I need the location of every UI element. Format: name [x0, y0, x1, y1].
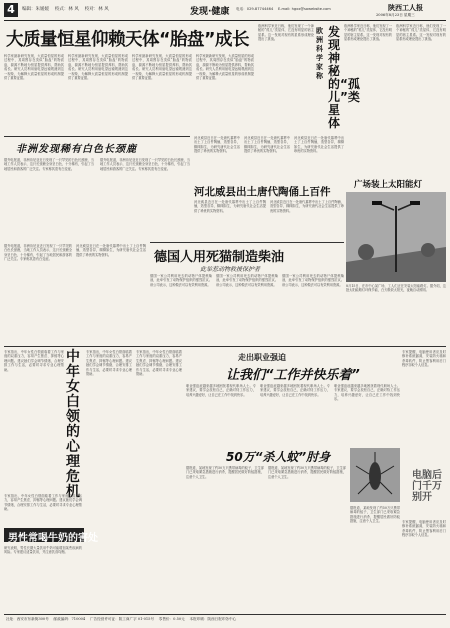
article-lead	[4, 24, 254, 134]
body-col-1: 据外电报道，非洲肯尼亚近日发现了一只罕见的白色长颈鹿，当地工作人员表示，这只长颈鹿全身呈白色，十分稀有，引起了当地居民和游客的广泛关注。专家称其患有白变症。	[4, 244, 72, 262]
body-col-1: 据报道，某地发现了约50万只携带病毒的蚊子，卫生部门已采取紧急措施进行消杀，提醒居民做好防蚊措施，注意个人卫生。	[186, 466, 264, 479]
body-col-1: 德国一家公司利用死去的动物尸体提炼柴油，此举引发了动物保护组织的强烈抗议。该公司表示，这种做法可以有效利用资源。	[150, 274, 212, 287]
body-col-3: 欧洲科学家近日称，他们发现了一个神秘的“孤儿”类星体，它没有明显的宿主星系。这一发现对现有的星系形成理论提出了挑战。	[396, 24, 446, 42]
body-col-1: 据外电报道，非洲肯尼亚近日发现了一只罕见的白色长颈鹿，当地工作人员表示，这只长颈鹿全身呈白色，十分稀有，引起了当地居民和游客的广泛关注。专家称其患有白变症。	[4, 158, 94, 171]
article-relic	[194, 136, 344, 240]
body-col-4: 河北威县近日在一处唐代墓葬中出土了上百件陶俑，造型各异，栩栩如生，为研究唐代社会生活提供了珍贵的实物资料。	[194, 200, 266, 213]
body-col-2: 职业强迫症越来越多地困扰着现代职场人士。专家建议，要学会放松自己，正确对待工作压力，培养兴趣爱好，让自己在工作中找到快乐。	[260, 384, 330, 397]
headline: 非洲发现稀有白色长颈鹿	[16, 144, 137, 155]
mosquito-icon	[350, 448, 400, 502]
caption: 8月15日，在市中心某广场，工人们正在安装太阳能路灯。据介绍，这批太阳能路灯环保节能，白天吸收太阳光，夜晚自动照明。	[346, 284, 446, 293]
section-divider	[4, 346, 446, 347]
article-bird	[4, 136, 190, 240]
body-col-3: 据报道，某地发现了约50万只携带病毒的蚊子，卫生部门已采取紧急措施进行消杀，提醒居民做好防蚊措施，注意个人卫生。	[350, 506, 400, 524]
body-col-2: 专家指出，中年女性白领面临着工作与家庭的双重压力，容易产生焦虑、抑郁等心理问题。建议她们学会调节情绪，合理安排工作与生活，必要时寻求专业心理帮助。	[86, 350, 132, 377]
body-col-2: 专家提醒，电脑使用者应及时修补系统漏洞，安装防火墙和杀毒软件，防止黑客利用后门程序窃取个人信息。	[402, 520, 446, 538]
body-col-1: 专家提醒，电脑使用者应及时修补系统漏洞，安装防火墙和杀毒软件，防止黑客利用后门程序窃取个人信息。	[402, 350, 446, 368]
issue-date: 2006年8月23日 星期三	[376, 13, 415, 17]
column-tag: 欧洲科学家称	[316, 26, 323, 80]
body-col-1: 科学家最新研究发现，大质量恒星的形成过程中，其周围存在类似“胎盘”的物质盘，源源不断地为恒星提供养料，帮助其成长。研究人员利用射电望远镜观测到这一现象，为解释大质量恒星的形成机制提供了重要证据。	[4, 54, 64, 81]
article-mosquito	[186, 448, 400, 582]
article-phone	[402, 350, 446, 582]
filler-left	[4, 242, 146, 342]
divider	[150, 242, 344, 243]
body-col-1: 河北威县近日在一处唐代墓葬中出土了上百件陶俑，造型各异，栩栩如生，为研究唐代社会生活提供了珍贵的实物资料。	[194, 136, 240, 154]
divider	[4, 136, 190, 137]
headline: 德国人用死猫制造柴油	[154, 250, 285, 265]
headline: 让我们“工作并快乐着”	[226, 368, 360, 383]
body-col-2: 河北威县近日在一处唐代墓葬中出土了上百件陶俑，造型各异，栩栩如生，为研究唐代社会生活提供了珍贵的实物资料。	[76, 244, 146, 257]
body-col-1: 欧洲科学家近日称，他们发现了一个神秘的“孤儿”类星体，它没有明显的宿主星系。这一发现对现有的星系形成理论提出了挑战。	[258, 24, 314, 42]
body-col-4: 专家指出，中年女性白领面临着工作与家庭的双重压力，容易产生焦虑、抑郁等心理问题。建议她们学会调节情绪，合理安排工作与生活，必要时寻求专业心理帮助。	[4, 494, 82, 512]
footer-rule	[4, 614, 446, 615]
kicker: 走出职业强迫	[238, 352, 286, 362]
body-col-5: 河北威县近日在一处唐代墓葬中出土了上百件陶俑，造型各异，栩栩如生，为研究唐代社会生活提供了珍贵的实物资料。	[270, 200, 344, 213]
body-col-2: 据报道，某地发现了约50万只携带病毒的蚊子，卫生部门已采取紧急措施进行消杀，提醒居民做好防蚊措施，注意个人卫生。	[268, 466, 346, 479]
body-col-2: 欧洲科学家近日称，他们发现了一个神秘的“孤儿”类星体，它没有明显的宿主星系。这一发现对现有的星系形成理论提出了挑战。	[344, 24, 392, 42]
article-career	[186, 350, 400, 446]
headline: 河北威县出土唐代陶俑上百件	[194, 186, 331, 198]
headline: 大质量恒星仰赖天体“胎盘”成长	[6, 30, 250, 50]
body-col-3: 专家指出，中年女性白领面临着工作与家庭的双重压力，容易产生焦虑、抑郁等心理问题。建议她们学会调节情绪，合理安排工作与生活，必要时寻求专业心理帮助。	[136, 350, 182, 377]
masthead	[4, 3, 446, 21]
body-col-1: 专家指出，中年女性白领面临着工作与家庭的双重压力，容易产生焦虑、抑郁等心理问题。建议她们学会调节情绪，合理安排工作与生活，必要时寻求专业心理帮助。	[4, 350, 64, 372]
subheadline: 此举惹动物救援保护者	[200, 266, 261, 273]
lamp-icon	[346, 192, 446, 282]
solar-lamp-photo	[346, 192, 446, 282]
body-col-2: 科学家最新研究发现，大质量恒星的形成过程中，其周围存在类似“胎盘”的物质盘，源源不断地为恒星提供养料，帮助其成长。研究人员利用射电望远镜观测到这一现象，为解释大质量恒星的形成机制提供了重要证据。	[68, 54, 128, 81]
body-col-3: 河北威县近日在一处唐代墓葬中出土了上百件陶俑，造型各异，栩栩如生，为研究唐代社会生活提供了珍贵的实物资料。	[294, 136, 344, 154]
body-col-1: 职业强迫症越来越多地困扰着现代职场人士。专家建议，要学会放松自己，正确对待工作压力，培养兴趣爱好，让自己在工作中找到快乐。	[186, 384, 256, 397]
body: 研究表明，男性长期大量饮用牛奶可能增加某些疾病的风险。专家建议适量饮用，并注意饮食均衡。	[4, 546, 82, 555]
headline: 广场装上太阳能灯	[354, 180, 423, 190]
body-col-2: 据外电报道，非洲肯尼亚近日发现了一只罕见的白色长颈鹿，当地工作人员表示，这只长颈鹿全身呈白色，十分稀有，引起了当地居民和游客的广泛关注。专家称其患有白变症。	[100, 158, 190, 171]
article-milk	[4, 528, 134, 590]
contact: 电话：029-87744464 E-mail: hgxx@sowebsite.com	[236, 7, 331, 11]
body-col-2: 河北威县近日在一处唐代墓葬中出土了上百件陶俑，造型各异，栩栩如生，为研究唐代社会生活提供了珍贵的实物资料。	[244, 136, 290, 154]
body-col-2: 德国一家公司利用死去的动物尸体提炼柴油，此举引发了动物保护组织的强烈抗议。该公司表示，这种做法可以有效利用资源。	[216, 274, 278, 287]
column-title: 发现神秘的“孤儿”类星体	[328, 25, 360, 130]
headline: 电脑后门千万别开	[412, 470, 442, 503]
headline: 男性常喝牛奶的害处	[8, 533, 98, 544]
section-title: 发现·健康	[190, 7, 230, 17]
body-col-3: 职业强迫症越来越多地困扰着现代职场人士。专家建议，要学会放松自己，正确对待工作压力，培养兴趣爱好，让自己在工作中找到快乐。	[334, 384, 400, 402]
mosquito-photo	[350, 448, 400, 502]
headline: 50万“杀人蚊”肘身	[226, 450, 331, 464]
body-col-4: 科学家最新研究发现，大质量恒星的形成过程中，其周围存在类似“胎盘”的物质盘，源源不断地为恒星提供养料，帮助其成长。研究人员利用射电望远镜观测到这一现象，为解释大质量恒星的形成机制提供了重要证据。	[196, 54, 254, 81]
body-col-3: 科学家最新研究发现，大质量恒星的形成过程中，其周围存在类似“胎盘”的物质盘，源源不断地为恒星提供养料，帮助其成长。研究人员利用射电望远镜观测到这一现象，为解释大质量恒星的形成机制提供了重要证据。	[132, 54, 192, 81]
headline: 中年女白领的心理危机	[66, 349, 80, 500]
credits: 编辑：朱媛媛 校式：林 风 校对：林 风	[22, 7, 109, 12]
paper-name: 陕西工人报	[388, 3, 423, 12]
page-number: 4	[4, 3, 18, 17]
footer: 社址：西安市东新街300号 邮政编码：710004 广告经营许可证：陕工商广字 01-015号 零售价：0.50元 本报印刷：陕西日报印务中心	[6, 617, 237, 621]
body-col-3: 德国一家公司利用死去的动物尸体提炼柴油，此举引发了动物保护组织的强烈抗议。该公司表示，这种做法可以有效利用资源。	[282, 274, 344, 287]
article-death	[150, 242, 344, 342]
article-photo	[346, 176, 446, 320]
